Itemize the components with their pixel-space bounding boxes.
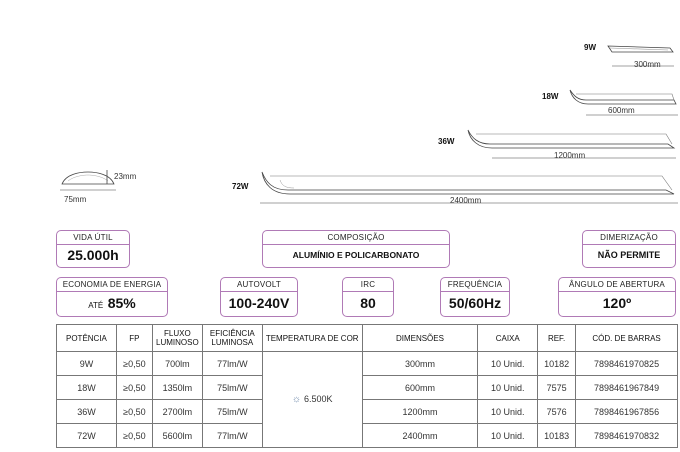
cell-codigo: 7898461967856 (576, 400, 678, 424)
cell-fp: ≥0,50 (116, 352, 152, 376)
cell-caixa: 10 Unid. (478, 424, 538, 448)
profile-height-marker (105, 170, 109, 184)
cell-ref: 7576 (538, 400, 576, 424)
spec-dimerizacao (582, 230, 676, 268)
cell-fluxo: 2700lm (152, 400, 202, 424)
lamp-72w-length: 2400mm (450, 196, 482, 205)
lamp-9w-watt: 9W (584, 43, 596, 52)
spec-angulo-value: 120º (602, 295, 632, 311)
spec-economia-prefix: ATÉ (88, 301, 104, 310)
cell-potencia: 18W (57, 376, 117, 400)
th-ref: REF. (538, 325, 576, 352)
spec-frequencia-value: 50/60Hz (448, 295, 502, 311)
cell-caixa: 10 Unid. (478, 352, 538, 376)
lamp-72w-watt: 72W (232, 182, 249, 191)
spec-economia (56, 277, 168, 317)
cell-eficiencia: 77lm/W (202, 352, 262, 376)
table-row (57, 376, 678, 400)
spec-autovolt-value: 100-240V (228, 295, 290, 311)
spec-table (56, 324, 678, 448)
cell-potencia: 72W (57, 424, 117, 448)
th-caixa: CAIXA (478, 325, 538, 352)
spec-frequencia-label: FREQUÊNCIA (441, 278, 509, 292)
th-codigo: CÓD. DE BARRAS (576, 325, 678, 352)
spec-vida-util-label: VIDA ÚTIL (57, 231, 129, 245)
cell-dimensoes: 300mm (362, 352, 478, 376)
th-temperatura: TEMPERATURA DE COR (262, 325, 362, 352)
cell-eficiencia: 77lm/W (202, 424, 262, 448)
spec-dimerizacao-label: DIMERIZAÇÃO (583, 231, 675, 245)
cell-ref: 10182 (538, 352, 576, 376)
spec-economia-value-line (57, 292, 167, 317)
spec-dimerizacao-value: NÃO PERMITE (597, 250, 661, 260)
cell-caixa: 10 Unid. (478, 400, 538, 424)
cell-codigo: 7898461970825 (576, 352, 678, 376)
lamp-18w-watt: 18W (542, 92, 559, 101)
lamp-36w-watt: 36W (438, 137, 455, 146)
cell-fp: ≥0,50 (116, 376, 152, 400)
table-row (57, 352, 678, 376)
lamp-36w-length: 1200mm (554, 151, 586, 160)
spec-composicao-value: ALUMÍNIO E POLICARBONATO (292, 250, 420, 260)
spec-vida-util-value: 25.000h (67, 247, 119, 263)
cell-caixa: 10 Unid. (478, 376, 538, 400)
cell-fluxo: 1350lm (152, 376, 202, 400)
cell-fp: ≥0,50 (116, 424, 152, 448)
cell-eficiencia: 75lm/W (202, 400, 262, 424)
cell-eficiencia: 75lm/W (202, 376, 262, 400)
table-header-row (57, 325, 678, 352)
cell-dimensoes: 1200mm (362, 400, 478, 424)
lamp-18w-length: 600mm (608, 106, 635, 115)
th-eficiencia: EFICIÊNCIA LUMINOSA (202, 325, 262, 352)
th-potencia: POTÊNCIA (57, 325, 117, 352)
profile-section-drawing (58, 168, 118, 196)
cell-codigo: 7898461970832 (576, 424, 678, 448)
cell-potencia: 9W (57, 352, 117, 376)
cell-fluxo: 700lm (152, 352, 202, 376)
cell-fp: ≥0,50 (116, 400, 152, 424)
cell-potencia: 36W (57, 400, 117, 424)
cell-ref: 7575 (538, 376, 576, 400)
spec-irc-value: 80 (360, 295, 376, 311)
cell-dimensoes: 2400mm (362, 424, 478, 448)
spec-vida-util (56, 230, 130, 268)
spec-composicao-label: COMPOSIÇÃO (263, 231, 449, 245)
table-row (57, 424, 678, 448)
cell-fluxo: 5600lm (152, 424, 202, 448)
profile-width: 75mm (64, 195, 87, 204)
spec-angulo-label: ÂNGULO DE ABERTURA (559, 278, 675, 292)
cell-temperatura (262, 352, 362, 448)
cell-temperatura-value: 6.500K (304, 394, 333, 404)
spec-economia-value: 85% (107, 295, 136, 311)
spec-frequencia (440, 277, 510, 317)
table-row (57, 400, 678, 424)
spec-angulo (558, 277, 676, 317)
th-fluxo: FLUXO LUMINOSO (152, 325, 202, 352)
cell-ref: 10183 (538, 424, 576, 448)
spec-economia-label: ECONOMIA DE ENERGIA (57, 278, 167, 292)
th-dimensoes: DIMENSÕES (362, 325, 478, 352)
spec-autovolt (220, 277, 298, 317)
cell-codigo: 7898461967849 (576, 376, 678, 400)
sun-icon: ☼ (291, 394, 302, 405)
spec-composicao (262, 230, 450, 268)
cell-dimensoes: 600mm (362, 376, 478, 400)
spec-autovolt-label: AUTOVOLT (221, 278, 297, 292)
th-fp: FP (116, 325, 152, 352)
profile-height: 23mm (114, 172, 137, 181)
spec-irc (342, 277, 394, 317)
spec-irc-label: IRC (343, 278, 393, 292)
lamp-9w-length: 300mm (634, 60, 661, 69)
